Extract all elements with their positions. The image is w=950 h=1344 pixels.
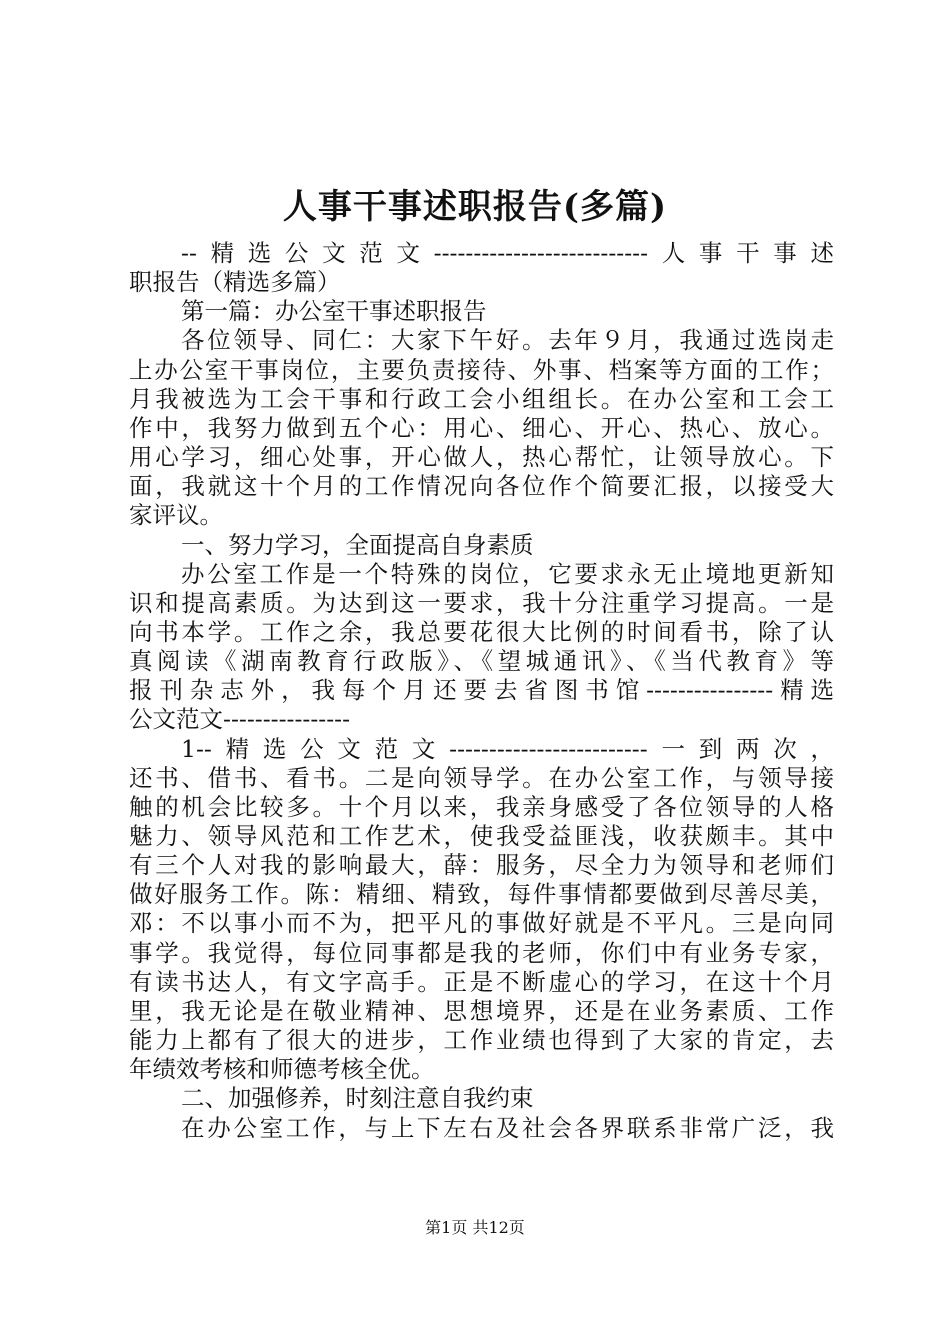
body-text-line: 识和提高素质。为达到这一要求，我十分注重学习提高。一是 bbox=[129, 589, 834, 617]
body-text-line: 触的机会比较多。十个月以来，我亲身感受了各位领导的人格 bbox=[129, 793, 834, 821]
page-footer: 第1页 共12页 bbox=[425, 1218, 525, 1237]
body-text-line: 公文范文---------------- bbox=[129, 705, 351, 733]
body-text-line: 上办公室干事岗位，主要负责接待、外事、档案等方面的工作； bbox=[129, 356, 834, 384]
body-text-line: 面，我就这十个月的工作情况向各位作个简要汇报，以接受大 bbox=[129, 472, 834, 500]
body-text-line: --精选公文范文---------------------------人事干事述 bbox=[181, 239, 834, 267]
body-text-line: 二、加强修养，时刻注意自我约束 bbox=[181, 1084, 534, 1112]
body-text-line: 职报告（精选多篇） bbox=[129, 268, 341, 296]
body-text-line: 还书、借书、看书。二是向领导学。在办公室工作，与领导接 bbox=[129, 764, 834, 792]
body-text-line: 1--精选公文范文-------------------------一到两次， bbox=[181, 735, 834, 763]
body-text-line: 用心学习，细心处事，开心做人，热心帮忙，让领导放心。下 bbox=[129, 443, 834, 471]
body-text-line: 事学。我觉得，每位同事都是我的老师，你们中有业务专家， bbox=[129, 939, 834, 967]
body-text-line: 办公室工作是一个特殊的岗位，它要求永无止境地更新知 bbox=[181, 560, 834, 588]
body-text-line: 月我被选为工会干事和行政工会小组组长。在办公室和工会工 bbox=[129, 385, 834, 413]
body-text-line: 真阅读《湖南教育行政版》、《望城通讯》、《当代教育》等 bbox=[129, 647, 834, 675]
body-text-line: 能力上都有了很大的进步，工作业绩也得到了大家的肯定，去 bbox=[129, 1026, 834, 1054]
body-text-line: 年绩效考核和师德考核全优。 bbox=[129, 1055, 435, 1083]
body-text-line: 做好服务工作。陈：精细、精致，每件事情都要做到尽善尽美， bbox=[129, 880, 834, 908]
body-text-line: 报刊杂志外，我每个月还要去省图书馆----------------精选 bbox=[129, 676, 834, 704]
body-text-line: 有读书达人，有文字高手。正是不断虚心的学习，在这十个月 bbox=[129, 968, 834, 996]
body-text-line: 有三个人对我的影响最大，薛：服务，尽全力为领导和老师们 bbox=[129, 851, 834, 879]
body-text-line: 一、努力学习，全面提高自身素质 bbox=[181, 531, 534, 559]
body-text-line: 作中，我努力做到五个心：用心、细心、开心、热心、放心。 bbox=[129, 414, 834, 442]
body-text-line: 在办公室工作，与上下左右及社会各界联系非常广泛，我 bbox=[181, 1114, 834, 1142]
body-text-line: 魅力、领导风范和工作艺术，使我受益匪浅，收获颇丰。其中 bbox=[129, 822, 834, 850]
body-text-line: 第一篇：办公室干事述职报告 bbox=[181, 297, 487, 325]
body-text-line: 向书本学。工作之余，我总要花很大比例的时间看书，除了认 bbox=[129, 618, 834, 646]
document-title: 人事干事述职报告(多篇) bbox=[282, 187, 668, 227]
body-text-line: 邓：不以事小而不为，把平凡的事做好就是不平凡。三是向同 bbox=[129, 909, 834, 937]
body-text-line: 里，我无论是在敬业精神、思想境界，还是在业务素质、工作 bbox=[129, 997, 834, 1025]
body-text-line: 家评议。 bbox=[129, 501, 223, 529]
body-text-line: 各位领导、同仁：大家下午好。去年９月，我通过选岗走 bbox=[181, 326, 834, 354]
